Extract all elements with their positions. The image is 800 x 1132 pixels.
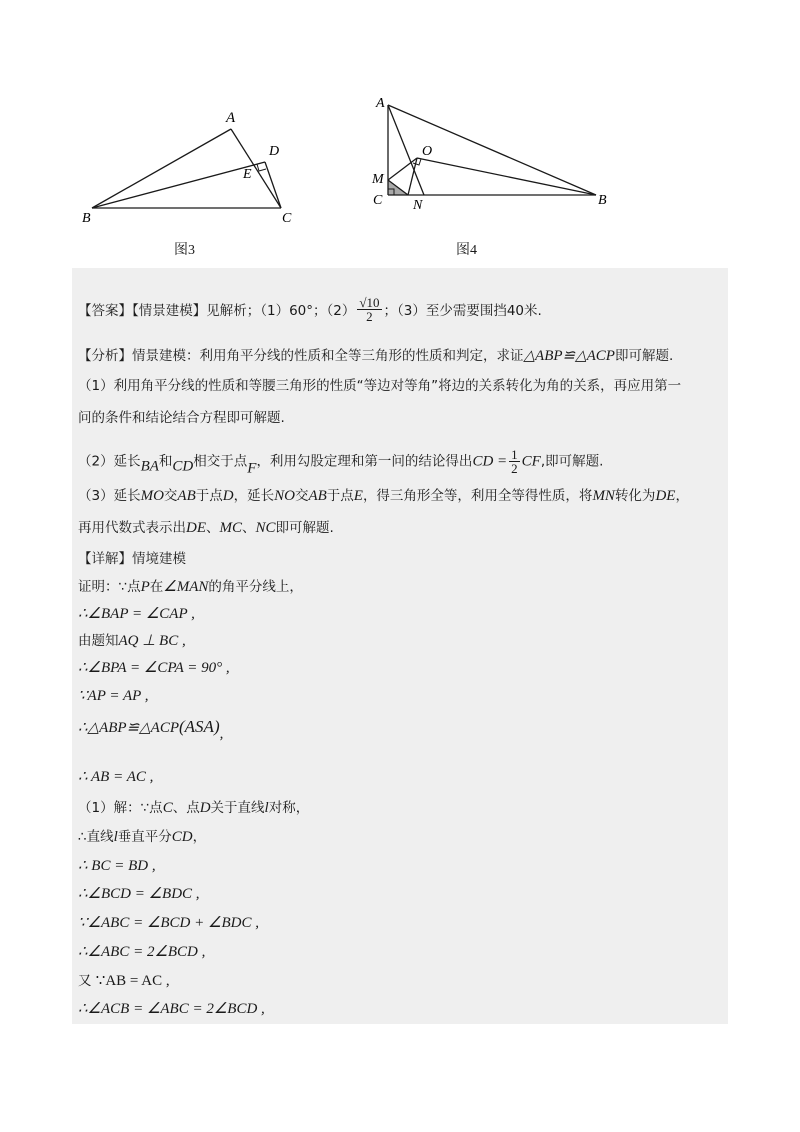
detail-text: ，: [192, 829, 207, 845]
math-expression: ∴△ABP≌△ACP: [78, 720, 180, 736]
analysis-text: 交: [163, 488, 178, 504]
detail-text: 关于直线: [210, 800, 265, 816]
answer-frac-den: 2: [366, 309, 373, 324]
math-expression: (ASA): [179, 717, 220, 736]
fig4-label-n: N: [413, 198, 423, 213]
answer-frac-num: √10: [359, 295, 380, 310]
figure-4-diagram: [368, 92, 618, 217]
cd-fraction: [509, 448, 520, 475]
math-expression: NO: [274, 488, 295, 504]
detail-line-4: ∴∠BPA = ∠CPA = 90° ,: [78, 660, 230, 676]
math-expression: AQ ⊥ BC ,: [118, 633, 186, 649]
detail-header: 【详解】情境建模: [78, 551, 186, 567]
detail-text: 、点: [172, 800, 200, 816]
fig4-label-b: B: [598, 193, 607, 208]
math-expression: P: [140, 579, 150, 595]
math-expression: NC: [255, 520, 276, 536]
detail-text: 又: [78, 973, 92, 989]
analysis-text: 于点: [326, 488, 354, 504]
analysis-line-3: 问的条件和结论结合方程即可解题.: [78, 410, 285, 426]
fig3-label-e: E: [243, 167, 252, 182]
detail-text: （1）解：∵点: [78, 800, 163, 816]
analysis-line-1: [78, 347, 673, 365]
figure-4-caption: 图4: [456, 243, 477, 258]
analysis-text: 、: [242, 520, 256, 536]
answer-prefix: 【答案】【情景建模】见解析；（1）60°；（2）: [78, 303, 356, 319]
detail-line-5: ∵AP = AP ,: [78, 688, 149, 704]
analysis-text: ，: [675, 488, 689, 504]
detail-line-1: [78, 578, 303, 596]
detail-line-10: ∴ BC = BD ,: [78, 858, 156, 874]
analysis-text: 相交于点: [193, 453, 248, 470]
detail-line-8: [78, 799, 309, 817]
frac-den: 2: [511, 461, 518, 476]
analysis-line-2: （1）利用角平分线的性质和等腰三角形的性质“等边对等角”将边的关系转化为角的关系，再应用第一: [78, 378, 682, 394]
math-expression: l: [264, 800, 269, 816]
analysis-text: ，利用勾股定理和第一问的结论得出: [256, 453, 473, 470]
math-expression: E: [353, 488, 363, 504]
analysis-text: 转化为: [614, 488, 656, 504]
math-expression: D: [199, 800, 211, 816]
analysis-text: 即可解题.: [614, 348, 674, 364]
answer-fraction: [357, 296, 381, 323]
detail-line-11: ∴∠BCD = ∠BDC ,: [78, 886, 200, 902]
math-expression: l: [113, 829, 118, 845]
frac-num: 1: [511, 447, 518, 462]
detail-text: 在: [149, 579, 164, 595]
analysis-line-4: [78, 448, 603, 478]
analysis-line-6: [78, 519, 334, 537]
analysis-text: 【分析】情景建模：利用角平分线的性质和全等三角形的性质和判定，求证: [78, 348, 524, 364]
analysis-text: 于点: [195, 488, 223, 504]
detail-line-9: [78, 828, 206, 846]
detail-line-6: [78, 718, 223, 743]
fig4-label-c: C: [373, 193, 383, 208]
math-expression: MO: [140, 488, 164, 504]
fig4-label-a: A: [376, 96, 385, 111]
fig3-label-d: D: [269, 144, 280, 159]
detail-line-3: [78, 632, 186, 650]
analysis-line-5: [78, 487, 689, 505]
analysis-text: （3）延长: [78, 488, 141, 504]
detail-text: 对称，: [268, 800, 310, 816]
math-expression: ∵AB = AC ,: [95, 973, 170, 989]
analysis-text: 和: [158, 453, 173, 470]
math-expression: CD =: [472, 453, 508, 470]
math-expression: CD: [172, 458, 194, 475]
detail-text: 由题知: [78, 633, 119, 649]
detail-line-15: ∴∠ACB = ∠ABC = 2∠BCD ,: [78, 1001, 265, 1017]
figure-3-caption: 图3: [174, 243, 195, 258]
math-expression: F: [247, 460, 257, 477]
math-expression: D: [222, 488, 234, 504]
analysis-text: ，得三角形全等，利用全等得性质，将: [362, 488, 593, 504]
analysis-text: ,即可解题.: [540, 453, 604, 470]
math-expression: ∠MAN: [163, 579, 209, 595]
math-expression: ,: [219, 726, 224, 742]
detail-text: 垂直平分: [117, 829, 172, 845]
math-expression: MN: [592, 488, 615, 504]
detail-text: ∴直线: [78, 829, 114, 845]
analysis-text: （2）延长: [78, 453, 141, 470]
figure-3-diagram: [80, 105, 310, 230]
detail-line-12: ∵∠ABC = ∠BCD + ∠BDC ,: [78, 915, 259, 931]
fig3-label-b: B: [82, 211, 91, 226]
math-expression: CF: [521, 453, 541, 470]
math-expression: DE: [655, 488, 676, 504]
math-expression: △ABP≌△ACP: [523, 348, 615, 364]
detail-line-13: ∴∠ABC = 2∠BCD ,: [78, 944, 206, 960]
math-expression: DE: [186, 520, 206, 536]
detail-line-2: ∴∠BAP = ∠CAP ,: [78, 606, 195, 622]
fig4-label-o: O: [422, 144, 433, 159]
analysis-text: ，延长: [233, 488, 275, 504]
math-expression: AB: [308, 488, 327, 504]
math-expression: CD: [171, 829, 193, 845]
answer-line: [78, 296, 542, 323]
analysis-text: 即可解题.: [275, 520, 334, 536]
analysis-text: 交: [294, 488, 309, 504]
fig4-label-m: M: [372, 172, 384, 187]
math-expression: BA: [140, 458, 159, 475]
detail-line-7: ∴ AB = AC ,: [78, 769, 154, 785]
math-expression: C: [162, 800, 173, 816]
detail-line-14: [78, 972, 170, 990]
math-expression: AB: [177, 488, 196, 504]
analysis-text: 再用代数式表示出: [78, 520, 186, 536]
detail-text: 的角平分线上，: [208, 579, 303, 595]
fig3-label-c: C: [282, 211, 292, 226]
analysis-text: 、: [206, 520, 220, 536]
detail-text: 证明：∵点: [78, 579, 141, 595]
math-expression: MC: [219, 520, 242, 536]
answer-suffix: ；（3）至少需要围挡40米.: [383, 303, 542, 319]
fig3-label-a: A: [226, 110, 236, 126]
